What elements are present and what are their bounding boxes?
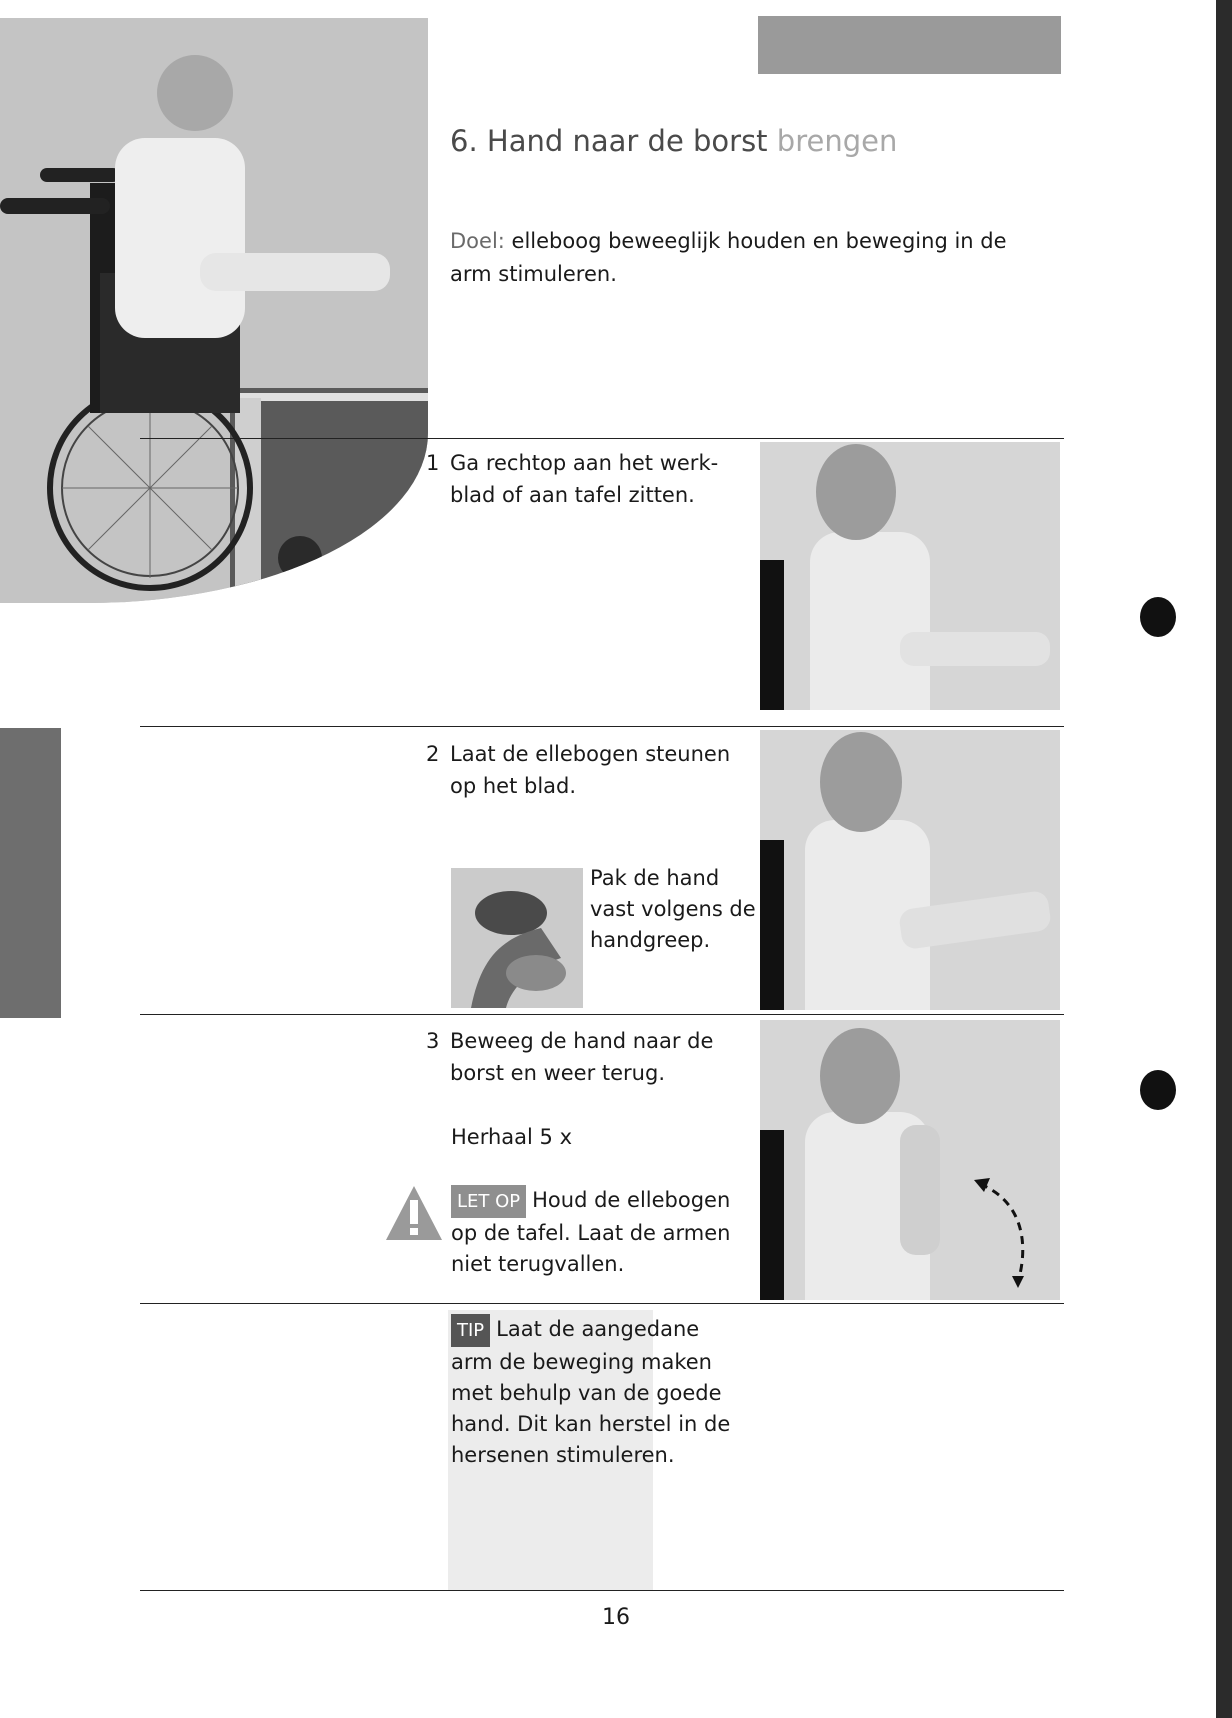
chair-back xyxy=(760,840,784,1010)
page-number: 16 xyxy=(602,1605,630,1630)
tip-text: Laat de aangedane arm de beweging maken met behulp van de goede hand. Dit kan herstel in de hersenen stimuleren. xyxy=(451,1317,731,1467)
exercise-goal xyxy=(450,225,1030,291)
binder-hole xyxy=(1140,597,1176,637)
tip-note xyxy=(451,1314,736,1471)
hand-grip-photo xyxy=(451,868,583,1008)
goal-text: elleboog beweeglijk houden en beweging in de arm stimuleren. xyxy=(450,229,1007,286)
motion-arrow-icon xyxy=(970,1170,1040,1290)
wheelchair-illustration xyxy=(0,18,428,603)
goal-label: Doel: xyxy=(450,229,505,253)
step-text: Laat de ellebogen steunen op het blad. xyxy=(450,742,731,798)
person-torso xyxy=(810,532,930,710)
page-edge-shadow xyxy=(1216,0,1232,1718)
section-divider xyxy=(140,1014,1064,1015)
step-number: 1 xyxy=(426,451,440,475)
corner-tab xyxy=(758,16,1061,74)
person-head xyxy=(820,1028,900,1124)
person-head xyxy=(820,732,902,832)
step-text: Beweeg de hand naar de borst en weer terug. xyxy=(450,1029,714,1085)
let-op-badge: LET OP xyxy=(451,1185,526,1218)
person-arms xyxy=(900,632,1050,666)
title-faded: brengen xyxy=(776,124,898,158)
step-3-photo xyxy=(760,1020,1060,1300)
step-text: Ga rechtop aan het werk-blad of aan tafel zitten. xyxy=(450,451,719,507)
side-thumb-tab xyxy=(0,728,61,1018)
chair-back xyxy=(760,560,784,710)
repeat-note: Herhaal 5 x xyxy=(451,1125,572,1149)
step-number: 2 xyxy=(426,742,440,766)
person-head xyxy=(816,444,896,540)
section-divider xyxy=(140,438,1064,439)
person-raised-arm xyxy=(900,1125,940,1255)
hero-photo-wheelchair xyxy=(0,18,428,603)
section-divider xyxy=(140,1303,1064,1304)
step-2 xyxy=(426,738,750,802)
hand-grip-illustration xyxy=(451,868,583,1008)
step-1 xyxy=(426,447,750,511)
section-divider xyxy=(140,1590,1064,1591)
binder-hole xyxy=(1140,1070,1176,1110)
step-3 xyxy=(426,1025,750,1089)
hand-grip-note: Pak de hand vast volgens de handgreep. xyxy=(590,866,756,952)
section-divider xyxy=(140,726,1064,727)
tip-badge: TIP xyxy=(451,1314,490,1347)
step-2-photo xyxy=(760,730,1060,1010)
chair-back xyxy=(760,1130,784,1300)
warning-triangle-icon xyxy=(384,1184,444,1242)
warning-note xyxy=(451,1185,751,1280)
title-main: 6. Hand naar de borst xyxy=(450,124,768,158)
warning-text: Houd de ellebogen op de tafel. Laat de armen niet terugvallen. xyxy=(451,1188,731,1276)
step-number: 3 xyxy=(426,1029,440,1053)
exercise-title xyxy=(450,124,897,158)
step-1-photo xyxy=(760,442,1060,710)
